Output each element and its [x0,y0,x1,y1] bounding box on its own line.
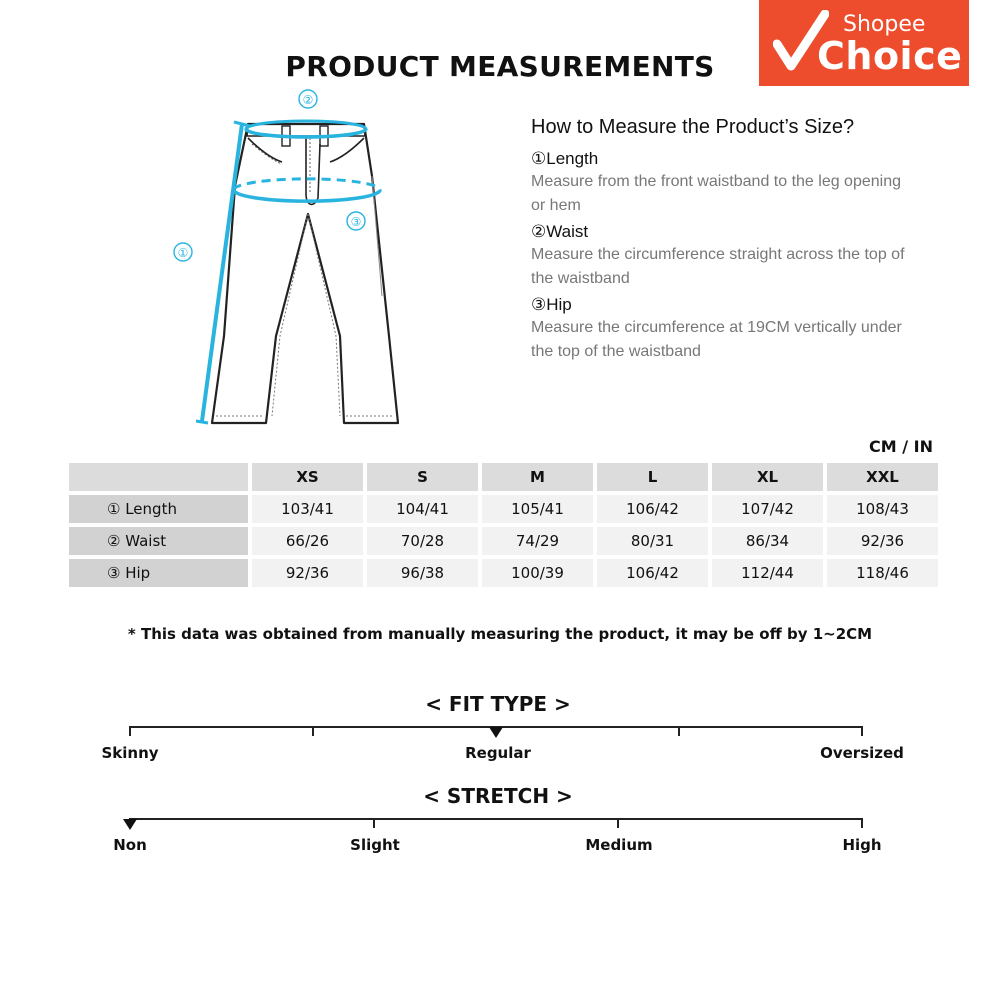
table-cell: 92/36 [252,559,363,587]
table-cell: 100/39 [482,559,593,587]
marker-hip: ③ [350,215,362,229]
fit-type-title: < FIT TYPE > [425,692,571,716]
table-row [69,527,938,555]
size-header: XL [712,463,823,491]
guide-title: How to Measure the Product’s Size? [531,116,855,138]
table-cell: 86/34 [712,527,823,555]
table-cell: 80/31 [597,527,708,555]
table-cell: 108/43 [827,495,938,523]
fit-label-regular: Regular [465,744,531,762]
guide-item-desc: Measure from the front waistband to the leg opening or hem [531,173,901,214]
guide-item-length [531,148,911,218]
size-header: S [367,463,478,491]
fit-tick [312,726,314,736]
guide-item-desc: Measure the circumference at 19CM vertically under the top of the waistband [531,319,902,360]
size-header: L [597,463,708,491]
badge-label: Choice [817,34,963,78]
stretch-label-non: Non [113,836,147,854]
row-label: ② Waist [69,527,248,555]
table-cell: 92/36 [827,527,938,555]
table-cell: 74/29 [482,527,593,555]
table-row [69,559,938,587]
table-cell: 107/42 [712,495,823,523]
table-corner [69,463,248,491]
stretch-title: < STRETCH > [423,784,573,808]
fit-tick [678,726,680,736]
stretch-tick [373,818,375,828]
table-cell: 106/42 [597,559,708,587]
badge-brand: Shopee [843,12,926,37]
fit-tick [129,726,131,736]
stretch-tick [861,818,863,828]
table-cell: 118/46 [827,559,938,587]
guide-item-waist [531,221,911,291]
stretch-level-marker [123,819,137,830]
stretch-scale-line [130,818,862,820]
size-header: XXL [827,463,938,491]
page-title: PRODUCT MEASUREMENTS [285,50,715,83]
pants-diagram-icon [160,86,420,434]
fit-label-skinny: Skinny [101,744,159,762]
guide-item-hip [531,294,911,364]
measure-guide [531,116,911,367]
fit-level-marker [489,727,503,738]
table-cell: 103/41 [252,495,363,523]
guide-item-desc: Measure the circumference straight across the top of the waistband [531,246,905,287]
pants-diagram [160,86,420,434]
measurement-note: * This data was obtained from manually measuring the product, it may be off by 1~2CM [127,625,873,643]
fit-label-oversized: Oversized [820,744,904,762]
table-cell: 105/41 [482,495,593,523]
table-cell: 66/26 [252,527,363,555]
stretch-label-medium: Medium [585,836,653,854]
guide-item-head: ①Length [531,149,599,168]
marker-length: ① [177,246,189,260]
stretch-tick [617,818,619,828]
stretch-label-slight: Slight [350,836,400,854]
marker-waist: ② [302,93,314,107]
table-cell: 106/42 [597,495,708,523]
guide-item-head: ②Waist [531,222,589,241]
stretch-label-high: High [842,836,882,854]
size-header: XS [252,463,363,491]
table-cell: 70/28 [367,527,478,555]
guide-item-head: ③Hip [531,295,572,314]
table-cell: 96/38 [367,559,478,587]
fit-tick [861,726,863,736]
table-cell: 112/44 [712,559,823,587]
table-cell: 104/41 [367,495,478,523]
size-header: M [482,463,593,491]
row-label: ① Length [69,495,248,523]
row-label: ③ Hip [69,559,248,587]
table-row [69,495,938,523]
size-table [65,459,942,591]
table-header-row [69,463,938,491]
unit-label: CM / IN [869,437,933,456]
shopee-choice-badge [759,0,969,86]
